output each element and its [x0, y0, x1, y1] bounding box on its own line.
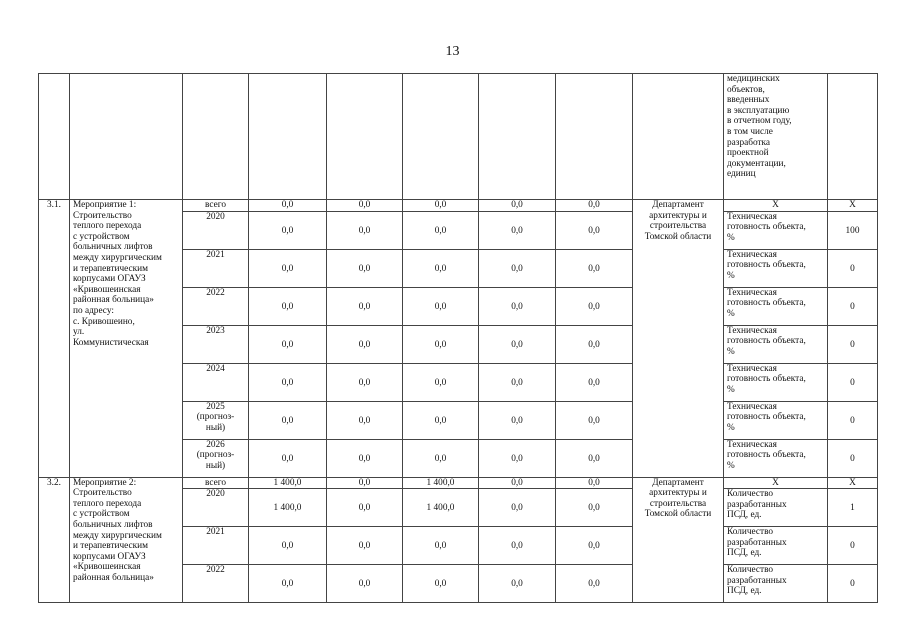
value-cell: 0,0 — [556, 401, 633, 439]
indicator-value: 0 — [828, 401, 878, 439]
value-cell: 0,0 — [556, 325, 633, 363]
value-cell: 0,0 — [249, 439, 327, 477]
table-row — [39, 477, 878, 489]
table-row — [39, 200, 878, 212]
value-cell: 1 400,0 — [403, 477, 479, 489]
page-number: 13 — [445, 44, 460, 59]
year-cell: всего — [183, 200, 249, 212]
value-cell: 0,0 — [556, 287, 633, 325]
year-cell: 2022 — [183, 287, 249, 325]
indicator-value: Х — [828, 200, 878, 212]
year-cell: 2021 — [183, 527, 249, 565]
value-cell: 0,0 — [479, 200, 556, 212]
value-cell: 0,0 — [479, 287, 556, 325]
value-cell: 0,0 — [403, 565, 479, 603]
year-cell: 2021 — [183, 249, 249, 287]
value-cell: 0,0 — [479, 211, 556, 249]
value-cell: 0,0 — [327, 477, 403, 489]
value-cell: 0,0 — [403, 527, 479, 565]
value-cell: 0,0 — [327, 211, 403, 249]
value-cell: 0,0 — [327, 401, 403, 439]
year-cell: 2024 — [183, 363, 249, 401]
value-cell: 0,0 — [249, 363, 327, 401]
indicator-cell: Техническая готовность объекта, % — [724, 249, 828, 287]
indicator-cell: Техническая готовность объекта, % — [724, 211, 828, 249]
value-cell: 0,0 — [556, 489, 633, 527]
indicator-value: 0 — [828, 363, 878, 401]
value-cell: 0,0 — [556, 200, 633, 212]
value-cell: 0,0 — [249, 401, 327, 439]
value-cell: 1 400,0 — [249, 489, 327, 527]
executor-cell: Департамент архитектуры и строительства Томской области — [633, 200, 724, 478]
section-number: 3.1. — [39, 200, 70, 478]
indicator-value: Х — [828, 477, 878, 489]
indicator-cell: Количество разработанных ПСД, ед. — [724, 527, 828, 565]
value-cell: 0,0 — [479, 527, 556, 565]
year-cell: 2020 — [183, 211, 249, 249]
value-cell: 0,0 — [403, 363, 479, 401]
value-cell: 0,0 — [556, 527, 633, 565]
section-number: 3.2. — [39, 477, 70, 603]
indicator-value: 0 — [828, 325, 878, 363]
value-cell: 0,0 — [327, 363, 403, 401]
value-cell: 0,0 — [479, 439, 556, 477]
value-cell: 0,0 — [249, 325, 327, 363]
activity-name: Мероприятие 1: Строительство теплого перехода с устройством больничных лифтов между хирургическим и терапевтическим корпусами ОГАУЗ «Кривошеинская районная больница» по адресу: с. Кривошеино, ул. Коммунистическая — [70, 200, 183, 478]
year-cell: 2026 (прогноз- ный) — [183, 439, 249, 477]
value-cell: 0,0 — [479, 477, 556, 489]
value-cell: 0,0 — [249, 211, 327, 249]
activity-name: Мероприятие 2: Строительство теплого перехода с устройством больничных лифтов между хирургическим и терапевтическим корпусами ОГАУЗ «Кривошеинская районная больница» — [70, 477, 183, 603]
indicator-value: 0 — [828, 565, 878, 603]
value-cell: 0,0 — [249, 527, 327, 565]
value-cell: 0,0 — [479, 249, 556, 287]
value-cell: 0,0 — [403, 439, 479, 477]
indicator-value: 100 — [828, 211, 878, 249]
value-cell: 0,0 — [403, 249, 479, 287]
indicator-cell: Х — [724, 477, 828, 489]
value-cell: 0,0 — [479, 363, 556, 401]
value-cell: 0,0 — [327, 565, 403, 603]
year-cell: 2023 — [183, 325, 249, 363]
value-cell: 0,0 — [403, 401, 479, 439]
value-cell: 0,0 — [327, 527, 403, 565]
indicator-cell: медицинских объектов, введенных в эксплуатацию в отчетном году, в том числе разработка проектной документации, единиц — [724, 74, 828, 200]
indicator-value: 0 — [828, 439, 878, 477]
indicator-cell: Х — [724, 200, 828, 212]
table-row — [39, 74, 878, 200]
value-cell: 0,0 — [327, 200, 403, 212]
program-table — [38, 73, 878, 603]
value-cell: 0,0 — [556, 565, 633, 603]
year-cell: 2025 (прогноз- ный) — [183, 401, 249, 439]
indicator-cell: Техническая готовность объекта, % — [724, 401, 828, 439]
value-cell: 0,0 — [403, 211, 479, 249]
value-cell: 0,0 — [327, 287, 403, 325]
indicator-cell: Количество разработанных ПСД, ед. — [724, 489, 828, 527]
value-cell: 0,0 — [403, 287, 479, 325]
value-cell: 0,0 — [556, 477, 633, 489]
value-cell: 0,0 — [327, 325, 403, 363]
indicator-cell: Техническая готовность объекта, % — [724, 439, 828, 477]
value-cell: 0,0 — [479, 325, 556, 363]
value-cell: 0,0 — [479, 489, 556, 527]
value-cell: 1 400,0 — [249, 477, 327, 489]
value-cell: 0,0 — [556, 439, 633, 477]
year-cell: 2020 — [183, 489, 249, 527]
value-cell: 1 400,0 — [403, 489, 479, 527]
value-cell: 0,0 — [403, 200, 479, 212]
indicator-cell: Техническая готовность объекта, % — [724, 287, 828, 325]
value-cell: 0,0 — [479, 401, 556, 439]
year-cell: 2022 — [183, 565, 249, 603]
indicator-cell: Техническая готовность объекта, % — [724, 363, 828, 401]
value-cell: 0,0 — [403, 325, 479, 363]
value-cell: 0,0 — [249, 287, 327, 325]
indicator-value: 1 — [828, 489, 878, 527]
value-cell: 0,0 — [327, 489, 403, 527]
indicator-value: 0 — [828, 527, 878, 565]
indicator-cell: Количество разработанных ПСД, ед. — [724, 565, 828, 603]
value-cell: 0,0 — [556, 363, 633, 401]
value-cell: 0,0 — [327, 249, 403, 287]
value-cell: 0,0 — [249, 249, 327, 287]
value-cell: 0,0 — [249, 200, 327, 212]
value-cell: 0,0 — [556, 211, 633, 249]
indicator-value: 0 — [828, 249, 878, 287]
indicator-value: 0 — [828, 287, 878, 325]
executor-cell: Департамент архитектуры и строительства Томской области — [633, 477, 724, 603]
value-cell: 0,0 — [479, 565, 556, 603]
indicator-cell: Техническая готовность объекта, % — [724, 325, 828, 363]
value-cell: 0,0 — [556, 249, 633, 287]
value-cell: 0,0 — [327, 439, 403, 477]
value-cell: 0,0 — [249, 565, 327, 603]
year-cell: всего — [183, 477, 249, 489]
